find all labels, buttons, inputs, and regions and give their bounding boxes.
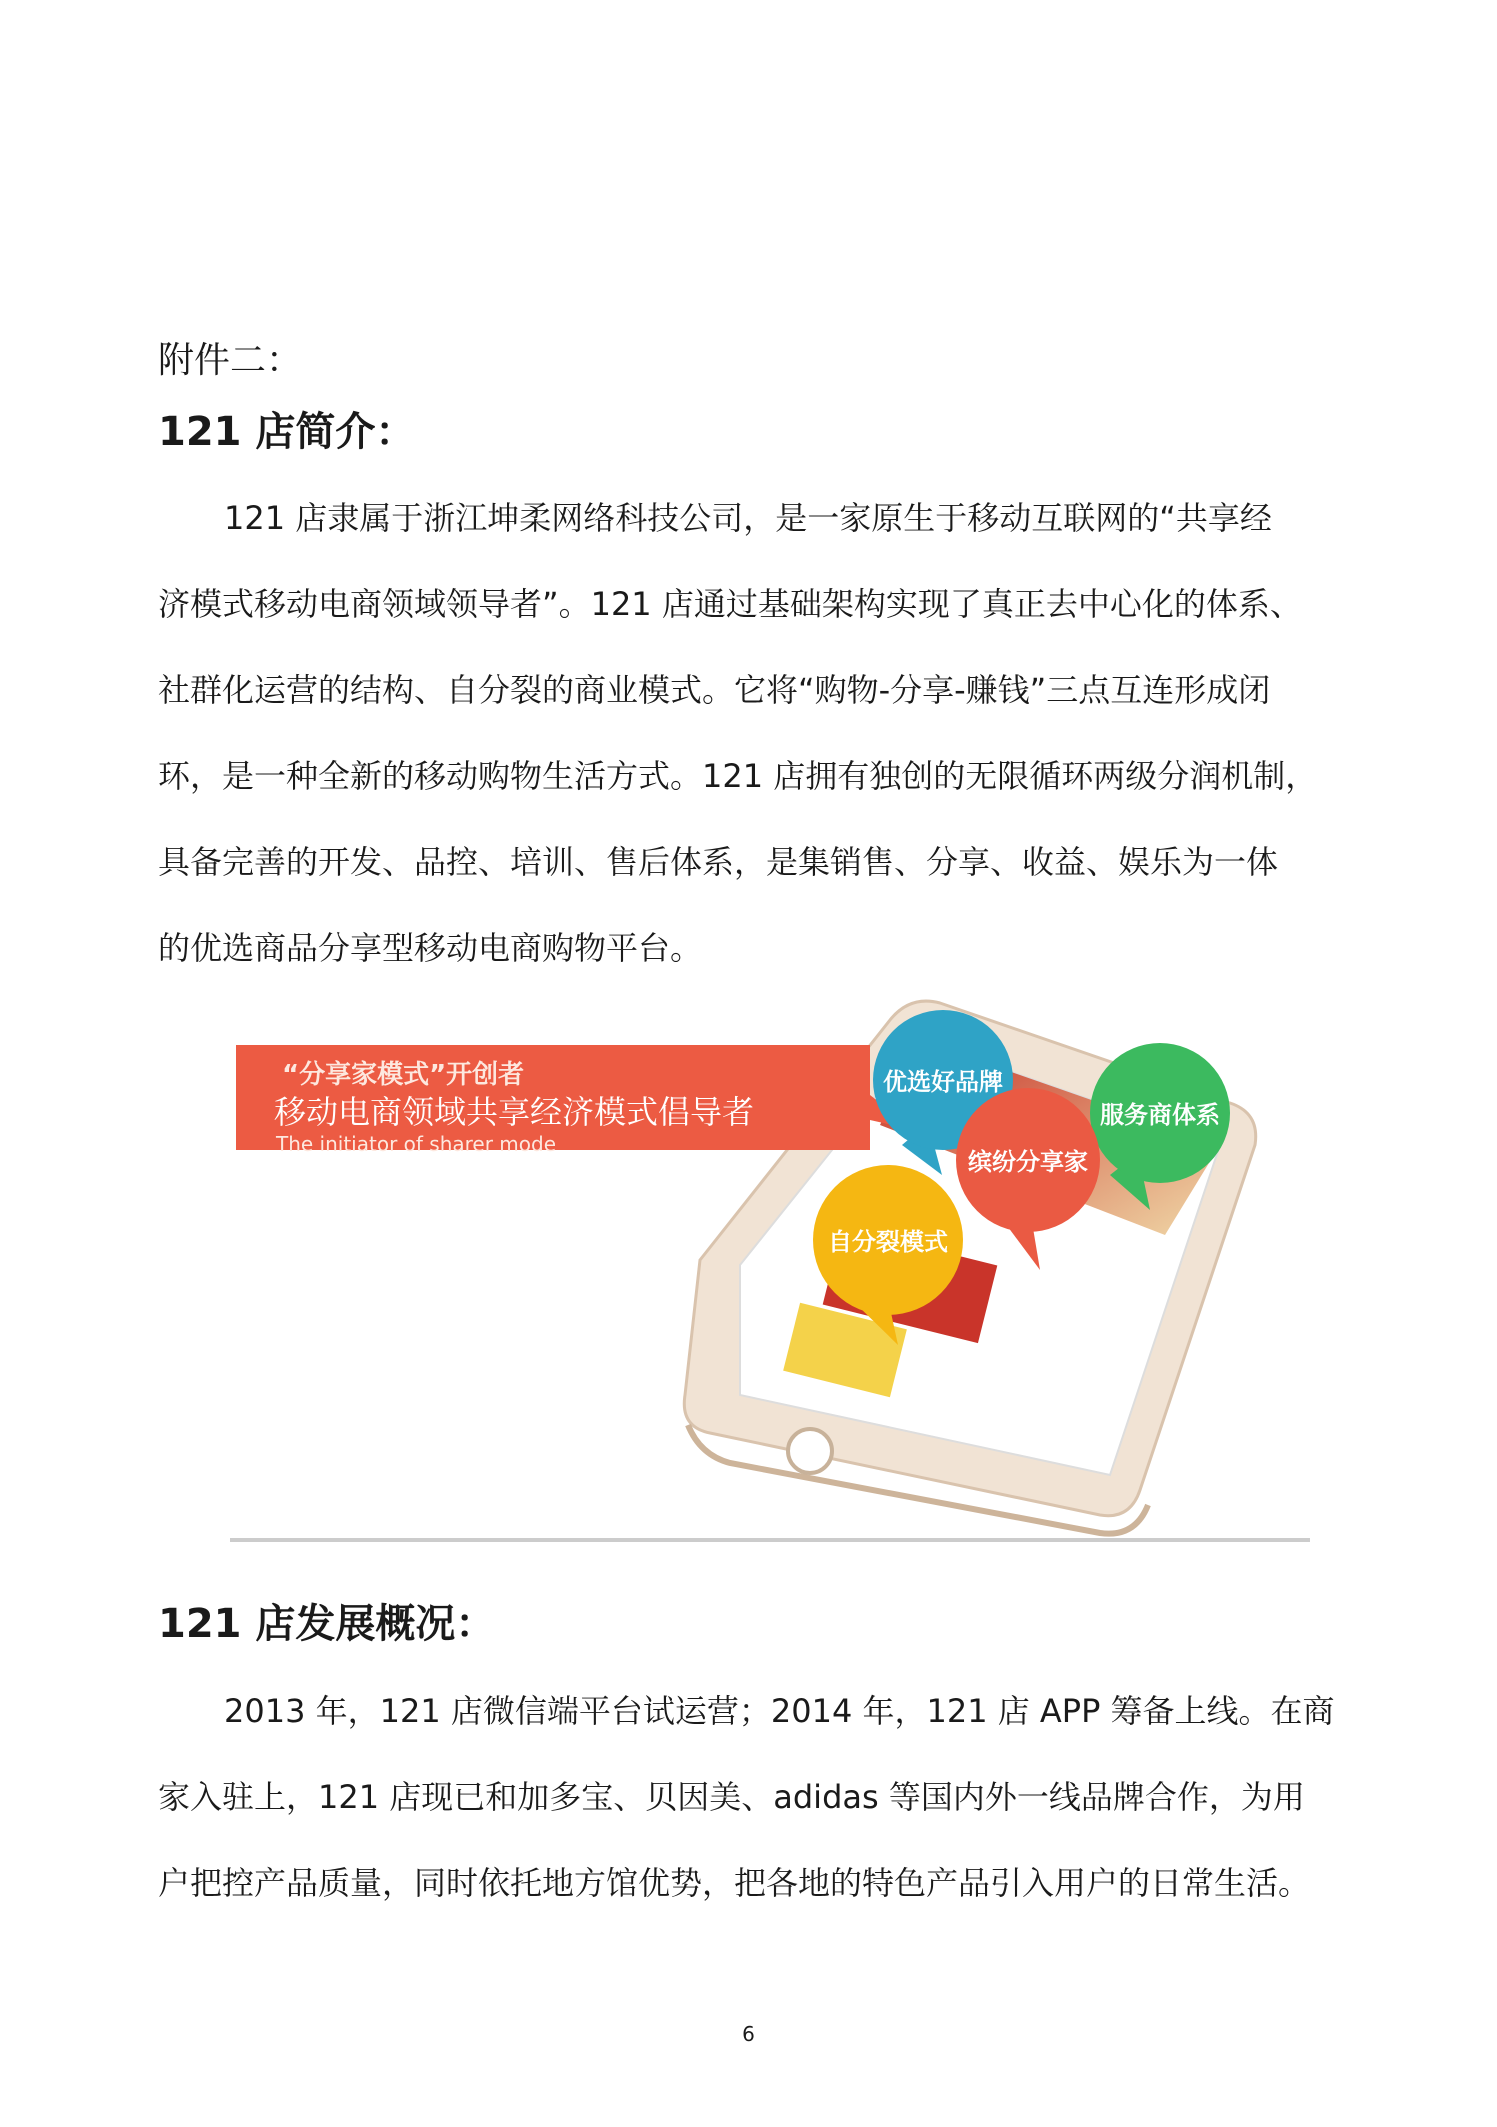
bubble-label: 服务商体系: [1100, 1101, 1220, 1129]
promo-illustration: [230, 985, 1310, 1545]
slogan-banner: [236, 1045, 915, 1156]
intro-line: 环，是一种全新的移动购物生活方式。121 店拥有独创的无限循环两级分润机制，: [158, 757, 1318, 795]
home-button: [788, 1429, 832, 1473]
intro-line: 社群化运营的结构、自分裂的商业模式。它将“购物-分享-赚钱”三点互连形成闭: [158, 671, 1271, 709]
development-line: 家入驻上，121 店现已和加多宝、贝因美、adidas 等国内外一线品牌合作，为用: [158, 1778, 1305, 1816]
intro-line: 的优选商品分享型移动电商购物平台。: [158, 929, 703, 967]
page-number: 6: [742, 2022, 755, 2046]
bubble-label: 缤纷分享家: [968, 1148, 1088, 1176]
intro-paragraph: [158, 475, 1348, 991]
development-paragraph: [158, 1668, 1348, 1926]
intro-line: 济模式移动电商领域领导者”。121 店通过基础架构实现了真正去中心化的体系、: [158, 585, 1302, 623]
intro-line: 121 店隶属于浙江坤柔网络科技公司，是一家原生于移动互联网的“共享经: [224, 499, 1272, 537]
banner-line-2: 移动电商领域共享经济模式倡导者: [274, 1093, 755, 1131]
bubble-label: 自分裂模式: [828, 1228, 948, 1256]
development-line: 户把控产品质量，同时依托地方馆优势，把各地的特色产品引入用户的日常生活。: [158, 1864, 1311, 1902]
development-heading: 121 店发展概况：: [158, 1601, 496, 1647]
intro-line: 具备完善的开发、品控、培训、售后体系，是集销售、分享、收益、娱乐为一体: [158, 843, 1279, 881]
promo-figure: [230, 985, 1310, 1545]
development-line: 2013 年，121 店微信端平台试运营；2014 年，121 店 APP 筹备上线。在商: [224, 1692, 1335, 1730]
banner-line-3: The initiator of sharer mode: [276, 1132, 557, 1156]
banner-line-1: “分享家模式”开创者: [282, 1060, 525, 1090]
bubble-label: 优选好品牌: [883, 1068, 1003, 1096]
attachment-label: 附件二：: [158, 340, 303, 381]
intro-heading: 121 店简介：: [158, 409, 416, 455]
